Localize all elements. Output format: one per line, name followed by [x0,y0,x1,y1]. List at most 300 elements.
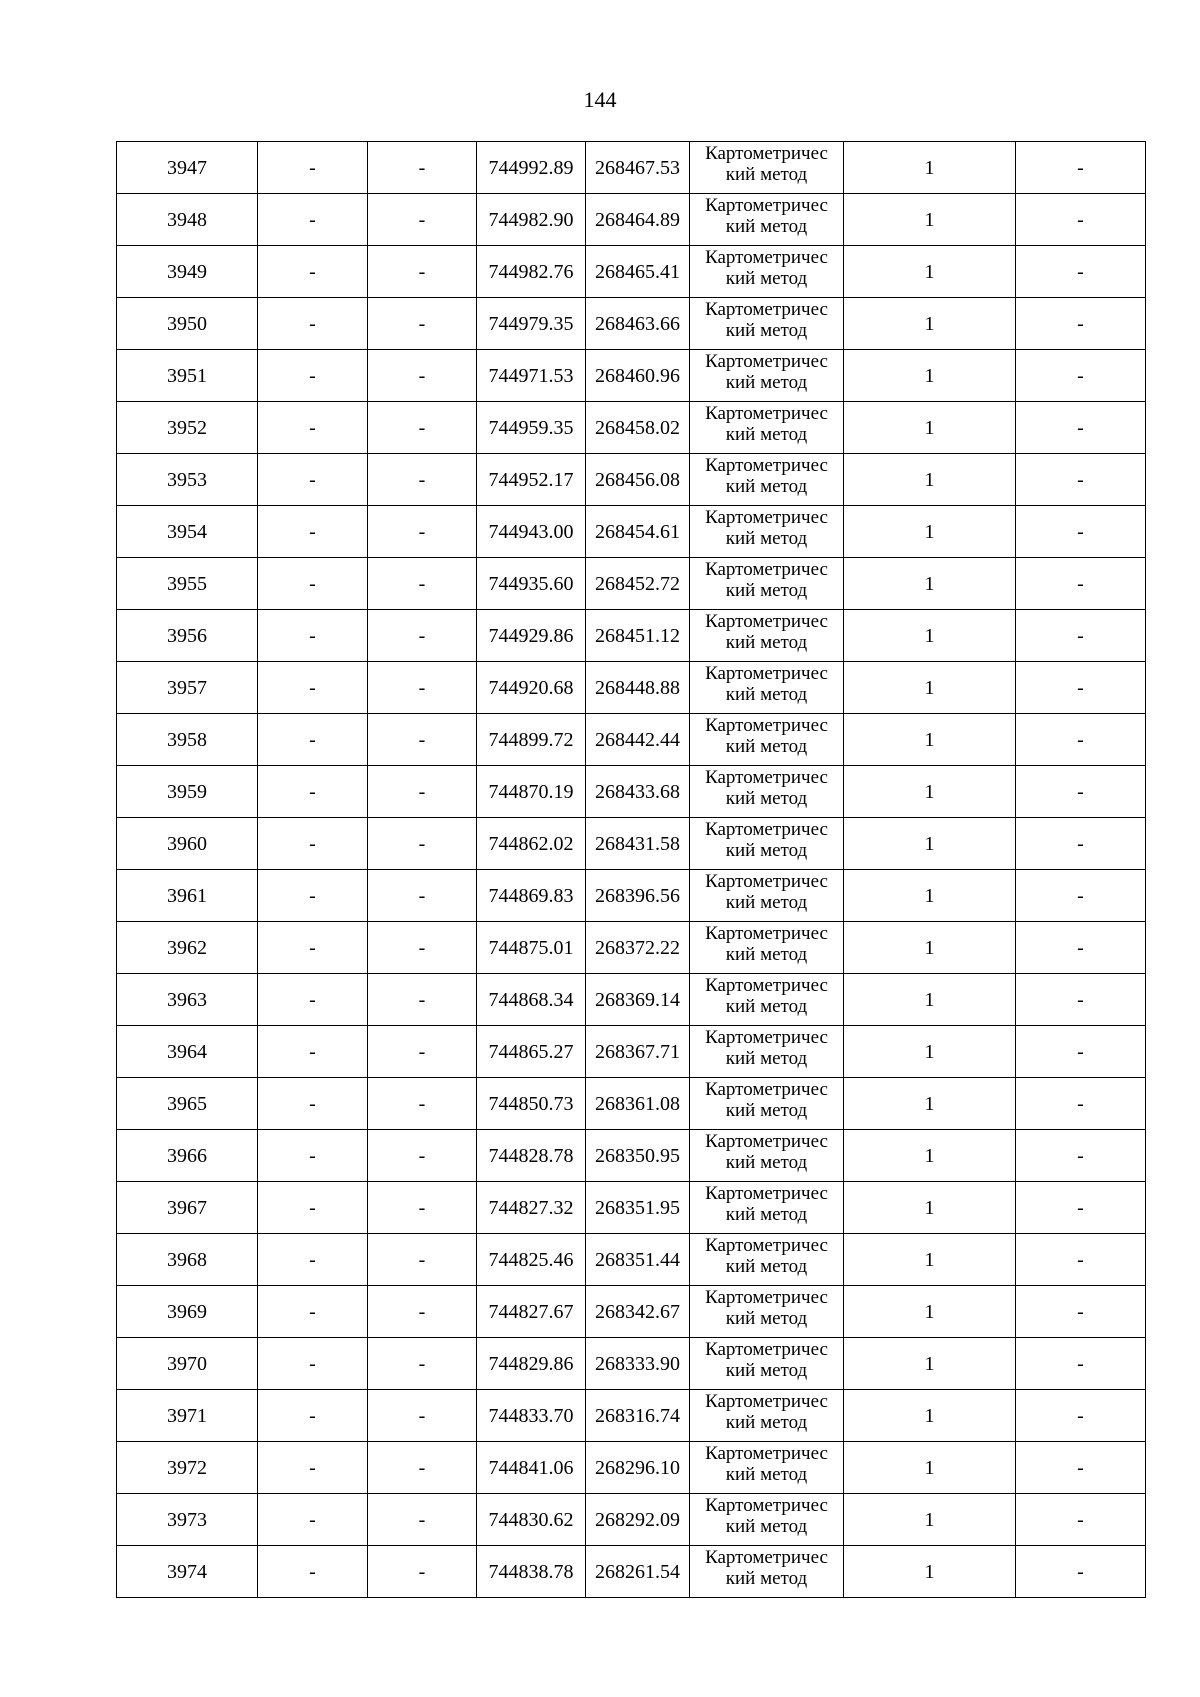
column-2-cell: - [258,350,368,402]
method-line-1: Картометричес [705,975,828,996]
method-line-1: Картометричес [705,299,828,320]
column-2-cell: - [258,1390,368,1442]
column-8-cell: - [1016,818,1146,870]
method-cell [690,454,844,506]
column-8-cell: - [1016,454,1146,506]
method-line-1: Картометричес [705,819,828,840]
column-8-cell: - [1016,1130,1146,1182]
point-number-cell: 3968 [117,1234,258,1286]
column-2-cell: - [258,142,368,194]
method-cell [690,298,844,350]
column-2-cell: - [258,1494,368,1546]
column-3-cell: - [368,1338,477,1390]
y-coordinate-cell: 268431.58 [586,818,690,870]
table-row [117,1546,1146,1598]
method-cell [690,1494,844,1546]
point-number-cell: 3956 [117,610,258,662]
table-row [117,1442,1146,1494]
column-7-cell: 1 [844,1130,1016,1182]
y-coordinate-cell: 268350.95 [586,1130,690,1182]
y-coordinate-cell: 268296.10 [586,1442,690,1494]
x-coordinate-cell: 744929.86 [477,610,586,662]
method-line-1: Картометричес [705,1027,828,1048]
method-line-1: Картометричес [705,403,828,424]
method-cell [690,402,844,454]
method-line-1: Картометричес [705,1131,828,1152]
column-8-cell: - [1016,1338,1146,1390]
column-7-cell: 1 [844,350,1016,402]
y-coordinate-cell: 268442.44 [586,714,690,766]
y-coordinate-cell: 268342.67 [586,1286,690,1338]
y-coordinate-cell: 268452.72 [586,558,690,610]
column-3-cell: - [368,1026,477,1078]
column-7-cell: 1 [844,1546,1016,1598]
x-coordinate-cell: 744982.76 [477,246,586,298]
point-number-cell: 3955 [117,558,258,610]
column-2-cell: - [258,454,368,506]
method-line-2: кий метод [725,996,808,1017]
point-number-cell: 3950 [117,298,258,350]
method-line-2: кий метод [725,580,808,601]
column-3-cell: - [368,1078,477,1130]
point-number-cell: 3967 [117,1182,258,1234]
table-row [117,922,1146,974]
method-line-1: Картометричес [705,195,828,216]
y-coordinate-cell: 268451.12 [586,610,690,662]
x-coordinate-cell: 744868.34 [477,974,586,1026]
method-line-2: кий метод [725,1256,808,1277]
x-coordinate-cell: 744943.00 [477,506,586,558]
table-row [117,246,1146,298]
x-coordinate-cell: 744992.89 [477,142,586,194]
column-2-cell: - [258,870,368,922]
column-3-cell: - [368,1286,477,1338]
point-number-cell: 3947 [117,142,258,194]
column-8-cell: - [1016,974,1146,1026]
method-line-2: кий метод [725,1152,808,1173]
table-body [117,142,1146,1598]
point-number-cell: 3953 [117,454,258,506]
x-coordinate-cell: 744850.73 [477,1078,586,1130]
x-coordinate-cell: 744828.78 [477,1130,586,1182]
method-line-1: Картометричес [705,871,828,892]
column-2-cell: - [258,662,368,714]
column-7-cell: 1 [844,766,1016,818]
column-2-cell: - [258,922,368,974]
x-coordinate-cell: 744959.35 [477,402,586,454]
table-row [117,818,1146,870]
x-coordinate-cell: 744899.72 [477,714,586,766]
point-number-cell: 3964 [117,1026,258,1078]
column-8-cell: - [1016,1390,1146,1442]
method-line-1: Картометричес [705,1287,828,1308]
column-7-cell: 1 [844,870,1016,922]
x-coordinate-cell: 744829.86 [477,1338,586,1390]
table-row [117,194,1146,246]
method-line-1: Картометричес [705,247,828,268]
table-row [117,142,1146,194]
column-8-cell: - [1016,766,1146,818]
column-8-cell: - [1016,1234,1146,1286]
table-row [117,350,1146,402]
method-line-2: кий метод [725,892,808,913]
y-coordinate-cell: 268396.56 [586,870,690,922]
table-row [117,1494,1146,1546]
x-coordinate-cell: 744982.90 [477,194,586,246]
point-number-cell: 3958 [117,714,258,766]
column-7-cell: 1 [844,662,1016,714]
column-2-cell: - [258,1130,368,1182]
method-line-1: Картометричес [705,351,828,372]
method-cell [690,662,844,714]
column-3-cell: - [368,298,477,350]
point-number-cell: 3952 [117,402,258,454]
y-coordinate-cell: 268460.96 [586,350,690,402]
method-cell [690,870,844,922]
y-coordinate-cell: 268351.44 [586,1234,690,1286]
method-line-2: кий метод [725,476,808,497]
method-cell [690,1338,844,1390]
method-cell [690,922,844,974]
table-row [117,870,1146,922]
table-row [117,1338,1146,1390]
y-coordinate-cell: 268351.95 [586,1182,690,1234]
y-coordinate-cell: 268467.53 [586,142,690,194]
point-number-cell: 3948 [117,194,258,246]
method-cell [690,350,844,402]
column-8-cell: - [1016,298,1146,350]
column-7-cell: 1 [844,1338,1016,1390]
column-2-cell: - [258,402,368,454]
y-coordinate-cell: 268454.61 [586,506,690,558]
point-number-cell: 3972 [117,1442,258,1494]
x-coordinate-cell: 744865.27 [477,1026,586,1078]
y-coordinate-cell: 268372.22 [586,922,690,974]
column-8-cell: - [1016,1546,1146,1598]
point-number-cell: 3970 [117,1338,258,1390]
method-line-2: кий метод [725,320,808,341]
column-3-cell: - [368,246,477,298]
column-3-cell: - [368,454,477,506]
method-cell [690,194,844,246]
method-line-2: кий метод [725,1048,808,1069]
column-7-cell: 1 [844,974,1016,1026]
method-line-1: Картометричес [705,611,828,632]
table-row [117,1234,1146,1286]
method-cell [690,818,844,870]
point-number-cell: 3961 [117,870,258,922]
x-coordinate-cell: 744979.35 [477,298,586,350]
y-coordinate-cell: 268369.14 [586,974,690,1026]
table-row [117,714,1146,766]
column-2-cell: - [258,974,368,1026]
method-line-2: кий метод [725,268,808,289]
y-coordinate-cell: 268456.08 [586,454,690,506]
point-number-cell: 3971 [117,1390,258,1442]
column-7-cell: 1 [844,194,1016,246]
column-2-cell: - [258,714,368,766]
method-cell [690,1234,844,1286]
method-cell [690,1442,844,1494]
column-8-cell: - [1016,1078,1146,1130]
x-coordinate-cell: 744827.32 [477,1182,586,1234]
column-8-cell: - [1016,142,1146,194]
method-line-1: Картометричес [705,923,828,944]
point-number-cell: 3965 [117,1078,258,1130]
method-line-2: кий метод [725,216,808,237]
method-line-1: Картометричес [705,507,828,528]
y-coordinate-cell: 268292.09 [586,1494,690,1546]
column-8-cell: - [1016,1026,1146,1078]
column-3-cell: - [368,662,477,714]
method-cell [690,766,844,818]
method-line-2: кий метод [725,164,808,185]
column-3-cell: - [368,714,477,766]
column-3-cell: - [368,1442,477,1494]
method-cell [690,1182,844,1234]
column-2-cell: - [258,1338,368,1390]
method-line-1: Картометричес [705,1547,828,1568]
point-number-cell: 3949 [117,246,258,298]
column-7-cell: 1 [844,1182,1016,1234]
method-cell [690,1026,844,1078]
column-7-cell: 1 [844,1078,1016,1130]
y-coordinate-cell: 268448.88 [586,662,690,714]
page-number: 144 [583,87,617,112]
column-8-cell: - [1016,1494,1146,1546]
method-line-2: кий метод [725,1308,808,1329]
column-2-cell: - [258,1026,368,1078]
column-7-cell: 1 [844,506,1016,558]
column-2-cell: - [258,194,368,246]
y-coordinate-cell: 268464.89 [586,194,690,246]
method-line-1: Картометричес [705,1079,828,1100]
y-coordinate-cell: 268433.68 [586,766,690,818]
table-row [117,402,1146,454]
column-7-cell: 1 [844,454,1016,506]
table-row [117,558,1146,610]
column-2-cell: - [258,1234,368,1286]
point-number-cell: 3951 [117,350,258,402]
method-line-2: кий метод [725,1568,808,1589]
y-coordinate-cell: 268367.71 [586,1026,690,1078]
method-line-2: кий метод [725,840,808,861]
point-number-cell: 3962 [117,922,258,974]
column-3-cell: - [368,1182,477,1234]
point-number-cell: 3963 [117,974,258,1026]
method-cell [690,558,844,610]
column-2-cell: - [258,298,368,350]
table-row [117,1182,1146,1234]
point-number-cell: 3969 [117,1286,258,1338]
column-2-cell: - [258,246,368,298]
column-8-cell: - [1016,402,1146,454]
table-row [117,974,1146,1026]
method-line-2: кий метод [725,1360,808,1381]
method-line-1: Картометричес [705,143,828,164]
method-line-2: кий метод [725,528,808,549]
column-3-cell: - [368,1130,477,1182]
x-coordinate-cell: 744875.01 [477,922,586,974]
table-row [117,1390,1146,1442]
column-2-cell: - [258,766,368,818]
column-7-cell: 1 [844,142,1016,194]
column-7-cell: 1 [844,818,1016,870]
table-row [117,1130,1146,1182]
column-2-cell: - [258,558,368,610]
method-line-2: кий метод [725,1412,808,1433]
column-2-cell: - [258,1546,368,1598]
method-line-1: Картометричес [705,663,828,684]
method-line-1: Картометричес [705,1391,828,1412]
table-row [117,662,1146,714]
table-row [117,454,1146,506]
table-row [117,610,1146,662]
point-number-cell: 3966 [117,1130,258,1182]
column-8-cell: - [1016,870,1146,922]
method-cell [690,1078,844,1130]
column-3-cell: - [368,142,477,194]
method-cell [690,246,844,298]
y-coordinate-cell: 268361.08 [586,1078,690,1130]
column-3-cell: - [368,818,477,870]
column-3-cell: - [368,506,477,558]
column-3-cell: - [368,870,477,922]
method-line-1: Картометричес [705,559,828,580]
table-row [117,506,1146,558]
column-8-cell: - [1016,1286,1146,1338]
method-line-1: Картометричес [705,715,828,736]
y-coordinate-cell: 268333.90 [586,1338,690,1390]
method-cell [690,610,844,662]
column-8-cell: - [1016,1442,1146,1494]
column-2-cell: - [258,1286,368,1338]
column-7-cell: 1 [844,246,1016,298]
x-coordinate-cell: 744862.02 [477,818,586,870]
column-8-cell: - [1016,922,1146,974]
x-coordinate-cell: 744971.53 [477,350,586,402]
column-3-cell: - [368,766,477,818]
column-7-cell: 1 [844,610,1016,662]
y-coordinate-cell: 268316.74 [586,1390,690,1442]
method-line-1: Картометричес [705,767,828,788]
method-line-1: Картометричес [705,1339,828,1360]
point-number-cell: 3960 [117,818,258,870]
method-cell [690,714,844,766]
column-7-cell: 1 [844,1286,1016,1338]
method-line-2: кий метод [725,788,808,809]
method-cell [690,142,844,194]
column-8-cell: - [1016,246,1146,298]
column-3-cell: - [368,610,477,662]
column-7-cell: 1 [844,1390,1016,1442]
coordinates-table [116,141,1146,1598]
column-8-cell: - [1016,558,1146,610]
method-line-2: кий метод [725,424,808,445]
point-number-cell: 3957 [117,662,258,714]
method-line-2: кий метод [725,944,808,965]
column-8-cell: - [1016,194,1146,246]
column-2-cell: - [258,1078,368,1130]
column-7-cell: 1 [844,558,1016,610]
table-row [117,298,1146,350]
x-coordinate-cell: 744841.06 [477,1442,586,1494]
x-coordinate-cell: 744830.62 [477,1494,586,1546]
x-coordinate-cell: 744935.60 [477,558,586,610]
method-line-1: Картометричес [705,1183,828,1204]
point-number-cell: 3974 [117,1546,258,1598]
column-3-cell: - [368,558,477,610]
x-coordinate-cell: 744869.83 [477,870,586,922]
x-coordinate-cell: 744825.46 [477,1234,586,1286]
column-7-cell: 1 [844,714,1016,766]
point-number-cell: 3954 [117,506,258,558]
column-7-cell: 1 [844,1234,1016,1286]
column-3-cell: - [368,402,477,454]
table-row [117,766,1146,818]
column-8-cell: - [1016,506,1146,558]
x-coordinate-cell: 744833.70 [477,1390,586,1442]
method-line-2: кий метод [725,684,808,705]
column-3-cell: - [368,1494,477,1546]
y-coordinate-cell: 268463.66 [586,298,690,350]
method-line-2: кий метод [725,1204,808,1225]
method-line-1: Картометричес [705,1443,828,1464]
column-3-cell: - [368,350,477,402]
column-3-cell: - [368,1234,477,1286]
column-7-cell: 1 [844,402,1016,454]
column-3-cell: - [368,922,477,974]
method-line-1: Картометричес [705,1495,828,1516]
column-2-cell: - [258,818,368,870]
method-line-2: кий метод [725,1464,808,1485]
column-3-cell: - [368,1546,477,1598]
method-cell [690,1130,844,1182]
method-line-1: Картометричес [705,455,828,476]
column-7-cell: 1 [844,1442,1016,1494]
method-line-2: кий метод [725,1516,808,1537]
column-3-cell: - [368,974,477,1026]
column-2-cell: - [258,1182,368,1234]
method-line-2: кий метод [725,736,808,757]
column-7-cell: 1 [844,1026,1016,1078]
column-2-cell: - [258,1442,368,1494]
point-number-cell: 3959 [117,766,258,818]
column-8-cell: - [1016,1182,1146,1234]
method-cell [690,1390,844,1442]
y-coordinate-cell: 268458.02 [586,402,690,454]
column-8-cell: - [1016,350,1146,402]
method-cell [690,974,844,1026]
x-coordinate-cell: 744838.78 [477,1546,586,1598]
column-2-cell: - [258,506,368,558]
column-7-cell: 1 [844,1494,1016,1546]
column-7-cell: 1 [844,298,1016,350]
x-coordinate-cell: 744952.17 [477,454,586,506]
table-row [117,1078,1146,1130]
method-line-2: кий метод [725,1100,808,1121]
column-2-cell: - [258,610,368,662]
point-number-cell: 3973 [117,1494,258,1546]
column-8-cell: - [1016,662,1146,714]
column-8-cell: - [1016,610,1146,662]
column-8-cell: - [1016,714,1146,766]
table-row [117,1026,1146,1078]
column-7-cell: 1 [844,922,1016,974]
table-row [117,1286,1146,1338]
column-3-cell: - [368,1390,477,1442]
y-coordinate-cell: 268261.54 [586,1546,690,1598]
